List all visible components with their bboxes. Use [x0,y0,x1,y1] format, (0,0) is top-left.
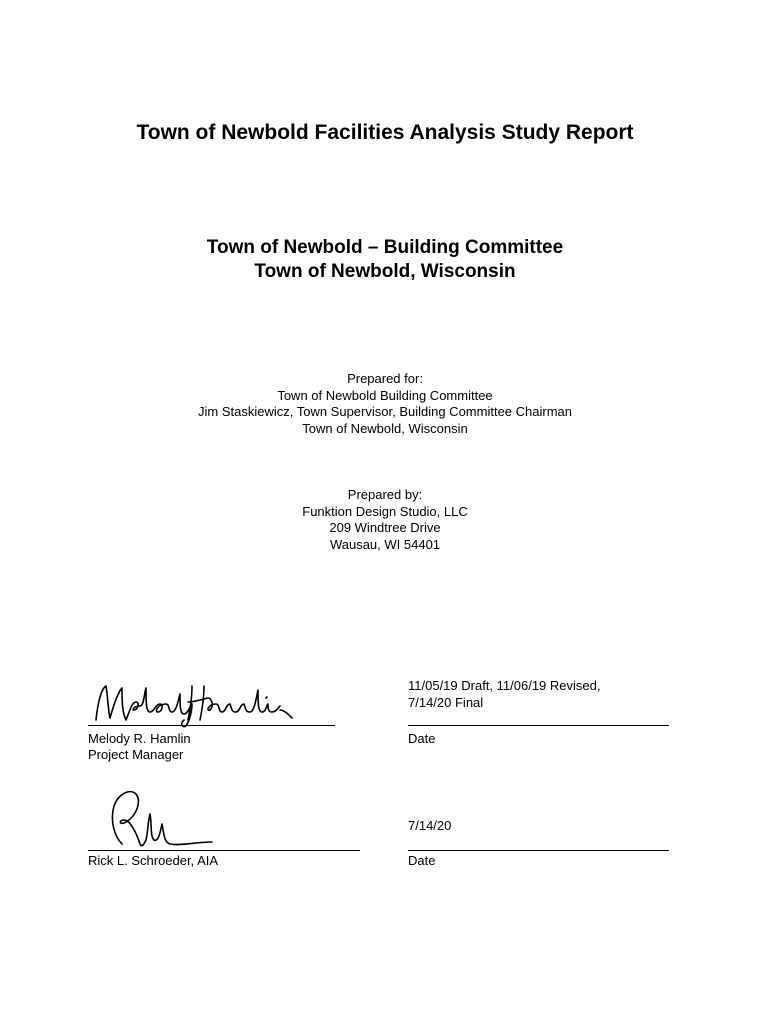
date-line [408,725,669,726]
prepared-for-block [0,371,770,437]
prepared-for-line: Jim Staskiewicz, Town Supervisor, Building Committee Chairman [197,404,572,419]
prepared-by-line: Funktion Design Studio, LLC [302,503,468,519]
prepared-by-block [0,487,770,553]
date-value: 7/14/20 [408,818,452,833]
document-subtitle-location: Town of Newbold, Wisconsin [254,261,516,282]
prepared-by-line: Wausau, WI 54401 [329,536,441,552]
signer-role: Project Manager [88,747,184,762]
date-value: 7/14/20 Final [408,695,484,710]
signer-name: Melody R. Hamlin [88,731,191,746]
prepared-for-line: Town of Newbold, Wisconsin [302,420,468,436]
signature-line [88,725,335,726]
date-line [408,850,669,851]
signature-line [88,850,360,851]
melody-hamlin-signature [88,680,298,730]
date-label: Date [408,731,436,746]
signer-name: Rick L. Schroeder, AIA [88,853,219,868]
date-label: Date [408,853,436,868]
prepared-by-line: 209 Windtree Drive [329,520,441,535]
document-subtitle-committee: Town of Newbold – Building Committee [206,237,564,258]
rick-schroeder-signature [100,784,220,854]
document-title: Town of Newbold Facilities Analysis Study Report [136,121,634,144]
prepared-for-heading: Prepared for: [347,371,423,386]
date-value: 11/05/19 Draft, 11/06/19 Revised, [408,678,601,693]
prepared-by-heading: Prepared by: [347,487,423,502]
prepared-for-line: Town of Newbold Building Committee [277,387,493,403]
